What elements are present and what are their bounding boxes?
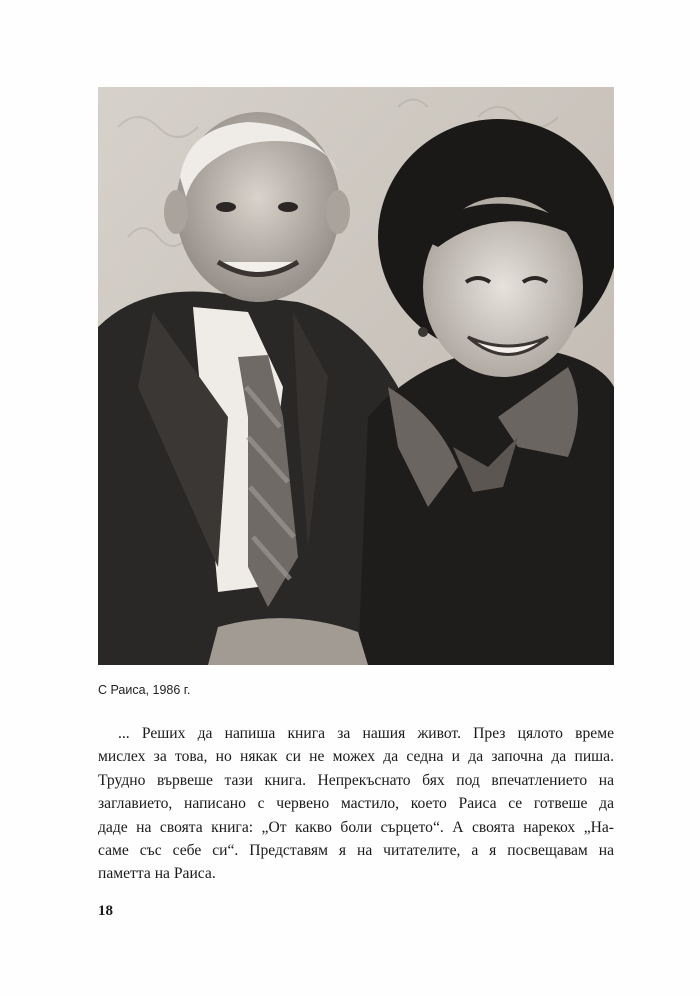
text-line: заглавието, написано с червено мастило, което Раиса се готвеше да: [98, 795, 614, 813]
photo-illustration: [98, 87, 614, 665]
text-line: Трудно вървеше тази книга. Непрекъснато бях под впечатлението на: [98, 771, 614, 789]
text-line: ... Реших да напиша книга за нашия живот. През цялото време: [118, 725, 614, 742]
photo-caption: С Раиса, 1986 г.: [98, 683, 191, 697]
portrait-photo: [98, 87, 614, 665]
text-line: паметта на Раиса.: [98, 865, 216, 883]
text-line: мислех за това, но някак си не можех да седна и да започна да пиша.: [98, 748, 614, 766]
body-paragraph: [98, 722, 614, 886]
text-line: даде на своята книга: „От какво боли сърцето“. А своята нарекох „На-: [98, 818, 614, 836]
text-line: саме със себе си“. Представям я на читателите, а я посвещавам на: [98, 841, 614, 859]
page-number: 18: [98, 903, 113, 919]
